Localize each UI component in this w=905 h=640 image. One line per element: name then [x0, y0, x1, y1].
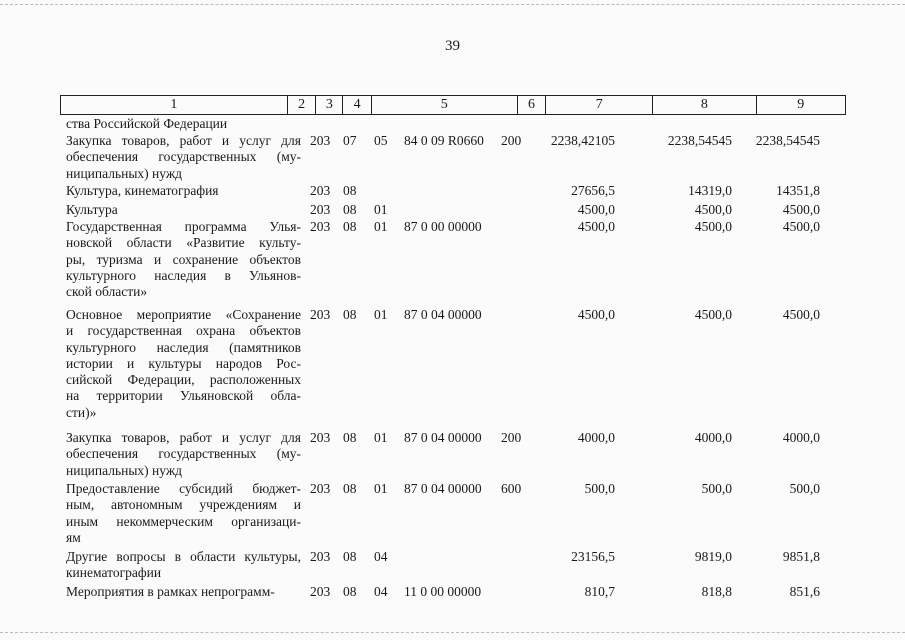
cell-c3: 08 [343, 584, 357, 599]
row-name [66, 481, 301, 546]
row-name-line: ным, автономным учреждениям и [66, 497, 301, 513]
row-name-line: ниципальных) нужд [66, 462, 183, 478]
cell-c9: 4000,0 [782, 430, 820, 445]
cell-c7: 4500,0 [577, 219, 615, 234]
cell-c9: 4500,0 [782, 202, 820, 217]
row-name [66, 116, 301, 132]
row-name-line: ры, туризма и сохранение объектов [66, 251, 301, 267]
cell-c2: 203 [310, 430, 331, 445]
row-name-line: Государственная программа Улья- [66, 219, 301, 234]
cell-c3: 08 [343, 481, 357, 496]
cell-c2: 203 [310, 307, 331, 322]
cell-c6: 200 [501, 430, 522, 445]
cell-c9: 14351,8 [776, 183, 820, 198]
cell-c7: 2238,42105 [550, 133, 615, 148]
cell-c4: 01 [374, 481, 388, 496]
row-name-line: Мероприятия в рамках непрограмм- [66, 584, 275, 599]
cell-c7: 27656,5 [571, 183, 615, 198]
row-name [66, 584, 301, 600]
row-name-line: Закупка товаров, работ и услуг для [66, 133, 301, 148]
cell-c2: 203 [310, 549, 331, 564]
cell-c8: 9819,0 [694, 549, 732, 564]
cell-c5: 87 0 04 00000 [404, 481, 482, 496]
header-col-4: 4 [343, 96, 372, 114]
row-name [66, 133, 301, 182]
cell-c8: 818,8 [701, 584, 732, 599]
cell-c4: 01 [374, 307, 388, 322]
row-name [66, 183, 301, 199]
cell-c8: 4000,0 [694, 430, 732, 445]
cell-c8: 4500,0 [694, 219, 732, 234]
row-name [66, 202, 301, 218]
row-name-line: ства Российской Федерации [66, 116, 228, 131]
row-name-line: культурного наследия в Ульянов- [66, 267, 301, 283]
scan-edge-top [0, 4, 905, 6]
cell-c2: 203 [310, 481, 331, 496]
cell-c4: 01 [374, 202, 388, 217]
row-name-line: и государственная охрана объектов [66, 323, 301, 339]
header-col-7: 7 [546, 96, 653, 114]
cell-c8: 500,0 [701, 481, 732, 496]
row-name-line: обеспечения государственных (му- [66, 446, 301, 462]
cell-c2: 203 [310, 133, 331, 148]
cell-c5: 87 0 04 00000 [404, 307, 482, 322]
row-name-line: Культура, кинематография [66, 183, 219, 198]
row-name-line: иным некоммерческим организаци- [66, 513, 301, 529]
cell-c7: 4000,0 [577, 430, 615, 445]
cell-c7: 23156,5 [571, 549, 615, 564]
row-name-line: ям [66, 529, 81, 545]
cell-c3: 08 [343, 430, 357, 445]
cell-c3: 08 [343, 219, 357, 234]
row-name-line: новской области «Развитие культу- [66, 235, 301, 251]
cell-c8: 4500,0 [694, 202, 732, 217]
cell-c9: 4500,0 [782, 219, 820, 234]
cell-c5: 87 0 00 00000 [404, 219, 482, 234]
row-name-line: обеспечения государственных (му- [66, 149, 301, 165]
row-name-line: сти)» [66, 404, 97, 420]
row-name-line: сийской Федерации, расположенных [66, 372, 301, 388]
cell-c4: 01 [374, 430, 388, 445]
cell-c3: 08 [343, 202, 357, 217]
cell-c4: 01 [374, 219, 388, 234]
scan-edge-bottom [0, 632, 905, 634]
header-col-3: 3 [316, 96, 343, 114]
row-name-line: кинематографии [66, 565, 162, 581]
row-name [66, 307, 301, 421]
cell-c7: 810,7 [584, 584, 615, 599]
cell-c6: 600 [501, 481, 522, 496]
cell-c2: 203 [310, 219, 331, 234]
cell-c4: 04 [374, 584, 388, 599]
row-name-line: культурного наследия (памятников [66, 339, 301, 355]
header-col-2: 2 [288, 96, 317, 114]
row-name [66, 549, 301, 582]
row-name-line: ской области» [66, 284, 148, 300]
cell-c3: 08 [343, 307, 357, 322]
cell-c4: 04 [374, 549, 388, 564]
cell-c2: 203 [310, 584, 331, 599]
row-name-line: Основное мероприятие «Сохранение [66, 307, 301, 322]
table-header [60, 95, 846, 115]
cell-c3: 07 [343, 133, 357, 148]
header-col-6: 6 [518, 96, 547, 114]
cell-c5: 87 0 04 00000 [404, 430, 482, 445]
row-name [66, 430, 301, 479]
row-name-line: Культура [66, 202, 118, 217]
cell-c9: 851,6 [789, 584, 820, 599]
page-number: 39 [445, 38, 460, 54]
cell-c6: 200 [501, 133, 522, 148]
cell-c2: 203 [310, 183, 331, 198]
header-col-5: 5 [372, 96, 518, 114]
cell-c3: 08 [343, 183, 357, 198]
cell-c8: 2238,54545 [667, 133, 732, 148]
cell-c5: 11 0 00 00000 [404, 584, 482, 599]
cell-c4: 05 [374, 133, 388, 148]
header-col-1: 1 [61, 96, 288, 114]
cell-c7: 500,0 [584, 481, 615, 496]
cell-c8: 14319,0 [688, 183, 732, 198]
row-name-line: Другие вопросы в области культуры, [66, 549, 301, 564]
row-name-line: истории и культуры народов Рос- [66, 355, 301, 371]
cell-c9: 2238,54545 [755, 133, 820, 148]
row-name-line: ниципальных) нужд [66, 165, 183, 181]
cell-c3: 08 [343, 549, 357, 564]
cell-c2: 203 [310, 202, 331, 217]
header-col-8: 8 [653, 96, 756, 114]
cell-c9: 500,0 [789, 481, 820, 496]
cell-c5: 84 0 09 R0660 [404, 133, 484, 148]
row-name-line: на территории Ульяновской обла- [66, 388, 301, 404]
cell-c9: 4500,0 [782, 307, 820, 322]
cell-c7: 4500,0 [577, 202, 615, 217]
cell-c7: 4500,0 [577, 307, 615, 322]
cell-c8: 4500,0 [694, 307, 732, 322]
row-name [66, 219, 301, 300]
row-name-line: Предоставление субсидий бюджет- [66, 481, 301, 496]
header-col-9: 9 [797, 97, 805, 112]
row-name-line: Закупка товаров, работ и услуг для [66, 430, 301, 445]
cell-c9: 9851,8 [782, 549, 820, 564]
